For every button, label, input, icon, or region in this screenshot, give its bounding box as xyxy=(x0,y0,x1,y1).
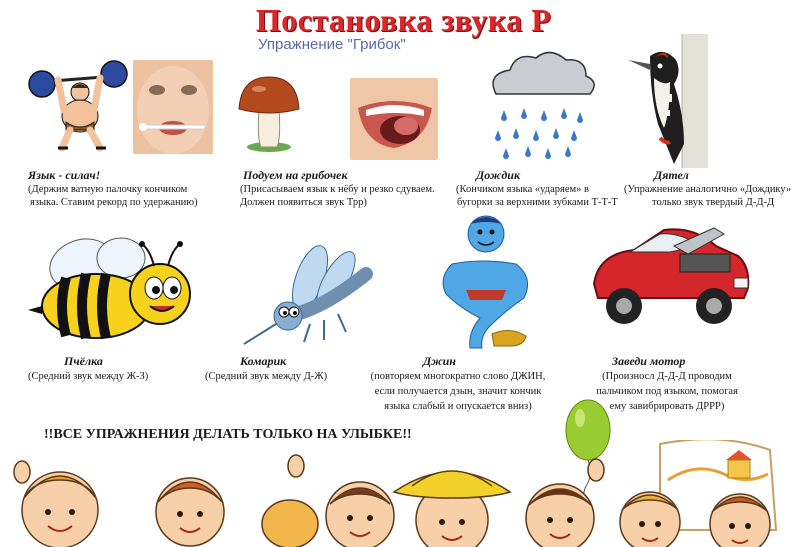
rain-cloud-icon xyxy=(484,50,596,168)
exercise-label-strongman: Язык - силач! xyxy=(28,168,101,182)
exercise-desc-strongman-2: языка. Ставим рекорд по удержанию) xyxy=(30,197,198,208)
exercise-desc-bee-1: (Средний звук между Ж-З) xyxy=(28,371,149,382)
exercise-desc-genie-2: если получается дзын, значит кончик xyxy=(374,386,542,397)
exercise-label-car: Заведи мотор xyxy=(612,354,686,368)
children-banner-icon xyxy=(0,440,807,547)
warning-text: !!ВСЕ УПРАЖНЕНИЯ ДЕЛАТЬ ТОЛЬКО НА УЛЫБКЕ!! xyxy=(44,427,412,442)
strongman-icon xyxy=(28,52,128,152)
exercise-desc-car-2: пальчиком под языком, помогая xyxy=(596,386,738,397)
page-title: Постановка звука Р xyxy=(255,2,552,38)
exercise-label-mushroom: Подуем на грибочек xyxy=(243,168,348,182)
exercise-desc-woodpecker-2: только звук твердый Д-Д-Д xyxy=(652,197,775,208)
exercise-desc-mushroom-2: Должен появиться звук Трр) xyxy=(240,197,367,208)
exercise-desc-mushroom-1: (Присасываем язык к нёбу и резко сдуваем. xyxy=(240,184,435,195)
exercise-label-mosquito: Комарик xyxy=(240,354,287,368)
exercise-desc-strongman-1: (Держим ватную палочку кончиком xyxy=(28,184,188,195)
child-photo-icon xyxy=(133,60,213,154)
exercise-desc-woodpecker-1: (Упражнение аналогично «Дождику» xyxy=(624,184,792,195)
car-icon xyxy=(584,224,754,334)
exercise-desc-rain-1: (Кончиком языка «ударяем» в xyxy=(456,184,589,195)
exercise-desc-mosquito-1: (Средний звук между Д-Ж) xyxy=(205,371,328,382)
mosquito-icon xyxy=(240,240,376,348)
exercise-label-bee: Пчёлка xyxy=(64,354,103,368)
exercise-label-rain: Дождик xyxy=(476,168,521,182)
exercise-label-woodpecker: Дятел xyxy=(654,168,689,182)
genie-icon xyxy=(430,206,540,350)
exercise-desc-genie-3: языка слабый и опускается вниз) xyxy=(384,401,532,412)
exercise-desc-car-1: (Произносл Д-Д-Д проводим xyxy=(602,371,732,382)
exercise-desc-rain-2: бугорки за верхними зубками Т-Т-Т xyxy=(457,197,618,208)
page-subtitle: Упражнение "Грибок" xyxy=(258,36,406,53)
bee-icon xyxy=(26,234,192,344)
exercise-desc-genie-1: (повторяем многократно слово ДЖИН, xyxy=(370,371,546,382)
woodpecker-icon xyxy=(620,34,720,168)
exercise-desc-car-3: ему завибрировать ДРРР) xyxy=(609,401,725,412)
mushroom-icon xyxy=(235,73,303,153)
mouth-photo-icon xyxy=(350,78,438,160)
exercise-label-genie: Джин xyxy=(423,354,456,368)
